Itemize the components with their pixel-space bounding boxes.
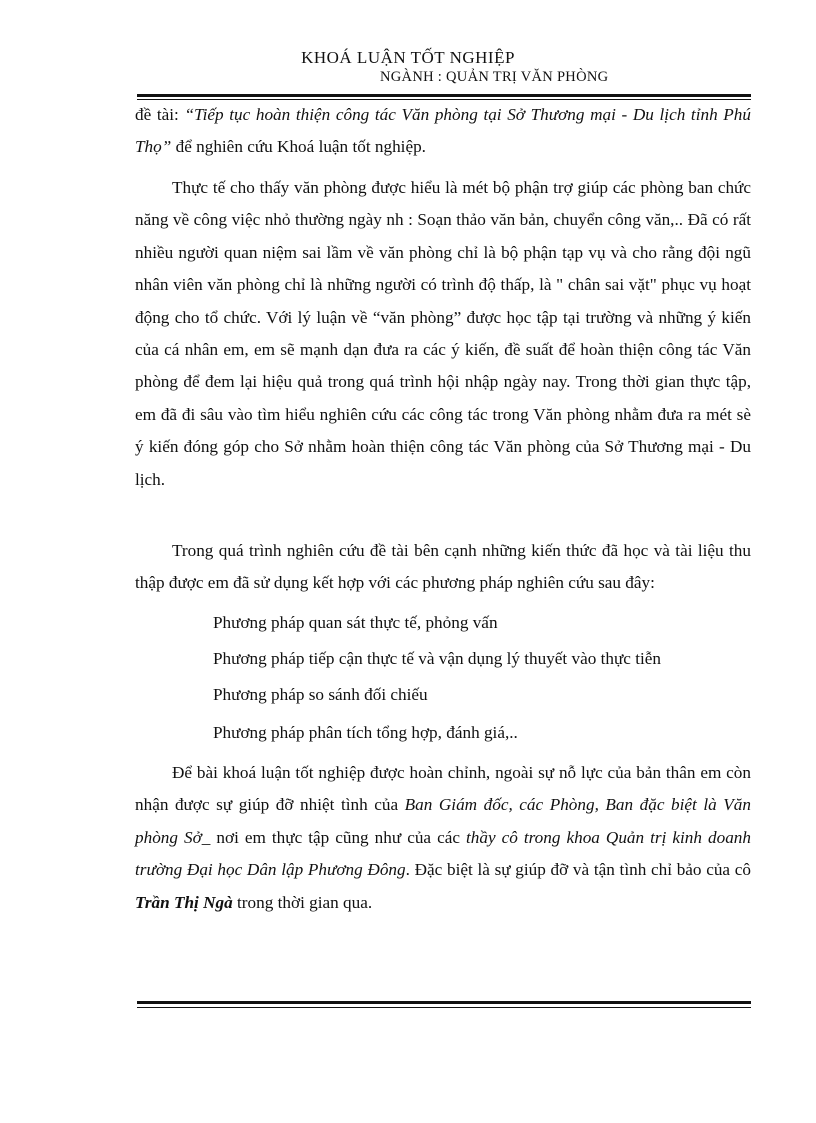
ack-italic-organization: Ban Giám đốc, các Phòng, Ban đặc biệt là Văn phòng Sở_: [135, 795, 751, 847]
document-header-title: KHOÁ LUẬN TỐT NGHIỆP: [301, 48, 515, 67]
topic-prefix: đề tài:: [135, 105, 185, 124]
method-item: Phương pháp so sánh đối chiếu: [213, 685, 428, 704]
ack-text-2: nơi em thực tập cũng như của các: [210, 827, 466, 847]
ack-text-4: trong thời gian qua.: [232, 892, 373, 912]
document-header-subtitle: NGÀNH : QUẢN TRỊ VĂN PHÒNG: [380, 69, 609, 85]
method-item: Phương pháp tiếp cận thực tế và vận dụng lý thuyết vào thực tiễn: [213, 649, 661, 668]
ack-italic-faculty: thầy cô trong khoa Quản trị kinh doanh trường Đại học Dân lập Phương Đông: [135, 827, 751, 880]
ack-text-1: Để bài khoá luận tốt nghiệp được hoàn chỉnh, ngoài sự nỗ lực của bản thân em còn nhận được sự giúp đỡ nhiệt tình của: [135, 763, 751, 815]
footer-divider: [137, 1001, 751, 1008]
method-item: Phương pháp quan sát thực tế, phỏng vấn: [213, 613, 498, 632]
method-item: Phương pháp phân tích tổng hợp, đánh giá,..: [213, 723, 518, 742]
paragraph-office-context: Thực tế cho thấy văn phòng được hiểu là mét bộ phận trợ giúp các phòng ban chức năng về công việc nhỏ thường ngày nh : Soạn thảo văn bản, chuyển công văn,.. Đã có rất nhiều người quan niệm sai lầm về văn phòng chỉ là bộ phận tạp vụ và cho rằng đội ngũ nhân viên văn phòng chỉ là những người có trình độ thấp, là " chân sai vặt" phục vụ hoạt động cho tổ chức. Với lý luận về “văn phòng” được học tập tại trường và những ý kiến của cá nhân em, em sẽ mạnh dạn đưa ra các ý kiến, đề suất để hoàn thiện công tác Văn phòng để đem lại hiệu quả trong quá trình hội nhập ngày nay. Trong thời gian thực tập, em đã đi sâu vào tìm hiểu nghiên cứu các công tác trong Văn phòng nhằm đưa ra mét sè ý kiến đóng góp cho Sở nhằm hoàn thiện công tác Văn phòng của Sở Thương mại - Du lịch.: [135, 178, 751, 489]
paragraph-acknowledgement: [135, 757, 751, 919]
topic-title: “Tiếp tục hoàn thiện công tác Văn phòng tại Sở Thương mại - Du lịch tỉnh Phú Thọ”: [135, 105, 751, 157]
paragraph-topic: [135, 99, 751, 164]
paragraph-methods-intro: Trong quá trình nghiên cứu đề tài bên cạnh những kiến thức đã học và tài liệu thu thập được em đã sử dụng kết hợp với các phương pháp nghiên cứu sau đây:: [135, 541, 751, 592]
topic-suffix: để nghiên cứu Khoá luận tốt nghiệp.: [171, 137, 426, 157]
supervisor-name: Trần Thị Ngà: [135, 892, 233, 912]
ack-text-3: . Đặc biệt là sự giúp đỡ và tận tình chỉ bảo của cô: [405, 860, 751, 880]
